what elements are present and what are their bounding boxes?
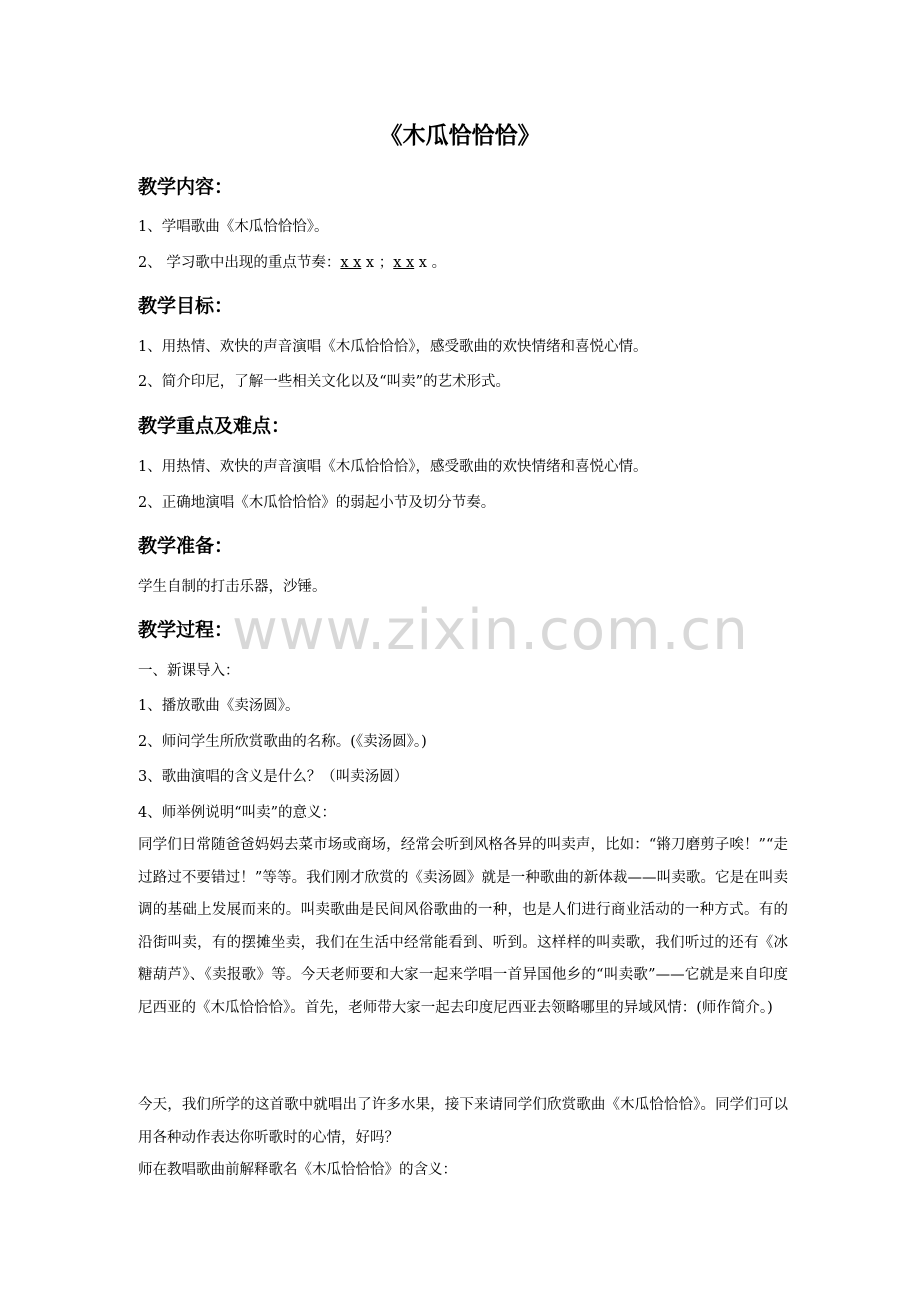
- content-item-1: 1、学唱歌曲《木瓜恰恰恰》。: [138, 219, 329, 235]
- process-item-1: 1、播放歌曲《卖汤圆》。: [138, 698, 300, 714]
- page-title: 《木瓜恰恰恰》: [379, 122, 541, 149]
- heading-prep: 教学准备：: [138, 535, 234, 557]
- focus-item-1: 1、用热情、欢快的声音演唱《木瓜恰恰恰》，感受歌曲的欢快情绪和喜悦心情。: [138, 459, 648, 475]
- rhythm-2: x x: [393, 255, 415, 271]
- process-item-4: 4、师举例说明“叫卖”的意义：: [138, 805, 337, 821]
- content-item-2-prefix: 2、 学习歌中出现的重点节奏：: [138, 255, 341, 271]
- focus-item-2: 2、正确地演唱《木瓜恰恰恰》的弱起小节及切分节奏。: [138, 495, 496, 511]
- process-item-2: 2、师问学生所欣赏歌曲的名称。(《卖汤圆》。): [138, 734, 427, 750]
- watermark: www.zixin.com.cn: [232, 598, 749, 663]
- process-paragraph-1: 同学们日常随爸爸妈妈去菜市场或商场，经常会听到风格各异的叫卖声，比如：“锵刀磨剪子唉！”“走过路过不要错过！”等等。我们刚才欣赏的《卖汤圆》就是一种歌曲的新体裁——叫卖歌。它是在叫卖调的基础上发展而来的。叫卖歌曲是民间风俗歌曲的一种，也是人们进行商业活动的一种方式。有的沿街叫卖，有的摆摊坐卖，我们在生活中经常能看到、听到。这样样的叫卖歌，我们听过的还有《冰糖葫芦》、《卖报歌》等。今天老师要和大家一起来学唱一首异国他乡的“叫卖歌”——它就是来自印度尼西亚的《木瓜恰恰恰》。首先，老师带大家一起去印度尼西亚去领略哪里的异域风情：(师作简介。): [138, 837, 788, 1016]
- rhythm-1-tail: x ；: [361, 255, 394, 271]
- process-intro: 一、新课导入：: [138, 663, 240, 679]
- prep-item-1: 学生自制的打击乐器，沙锤。: [138, 579, 327, 595]
- heading-goals: 教学目标：: [138, 295, 234, 317]
- rhythm-2-tail: x 。: [414, 255, 447, 271]
- heading-process: 教学过程：: [138, 619, 234, 641]
- process-item-3: 3、歌曲演唱的含义是什么？（叫卖汤圆）: [138, 769, 409, 785]
- heading-content: 教学内容：: [138, 176, 234, 198]
- rhythm-1: x x: [340, 255, 362, 271]
- content-item-2: [138, 251, 446, 275]
- process-paragraph-2: 今天，我们所学的这首歌中就唱出了许多水果，接下来请同学们欣赏歌曲《木瓜恰恰恰》。同学们可以用各种动作表达你听歌时的心情，好吗？: [138, 1097, 788, 1146]
- goals-item-1: 1、用热情、欢快的声音演唱《木瓜恰恰恰》，感受歌曲的欢快情绪和喜悦心情。: [138, 339, 648, 355]
- process-paragraph-3: 师在教唱歌曲前解释歌名《木瓜恰恰恰》的含义：: [138, 1162, 457, 1178]
- heading-focus: 教学重点及难点：: [138, 415, 291, 437]
- goals-item-2: 2、简介印尼，了解一些相关文化以及“叫卖”的艺术形式。: [138, 374, 511, 390]
